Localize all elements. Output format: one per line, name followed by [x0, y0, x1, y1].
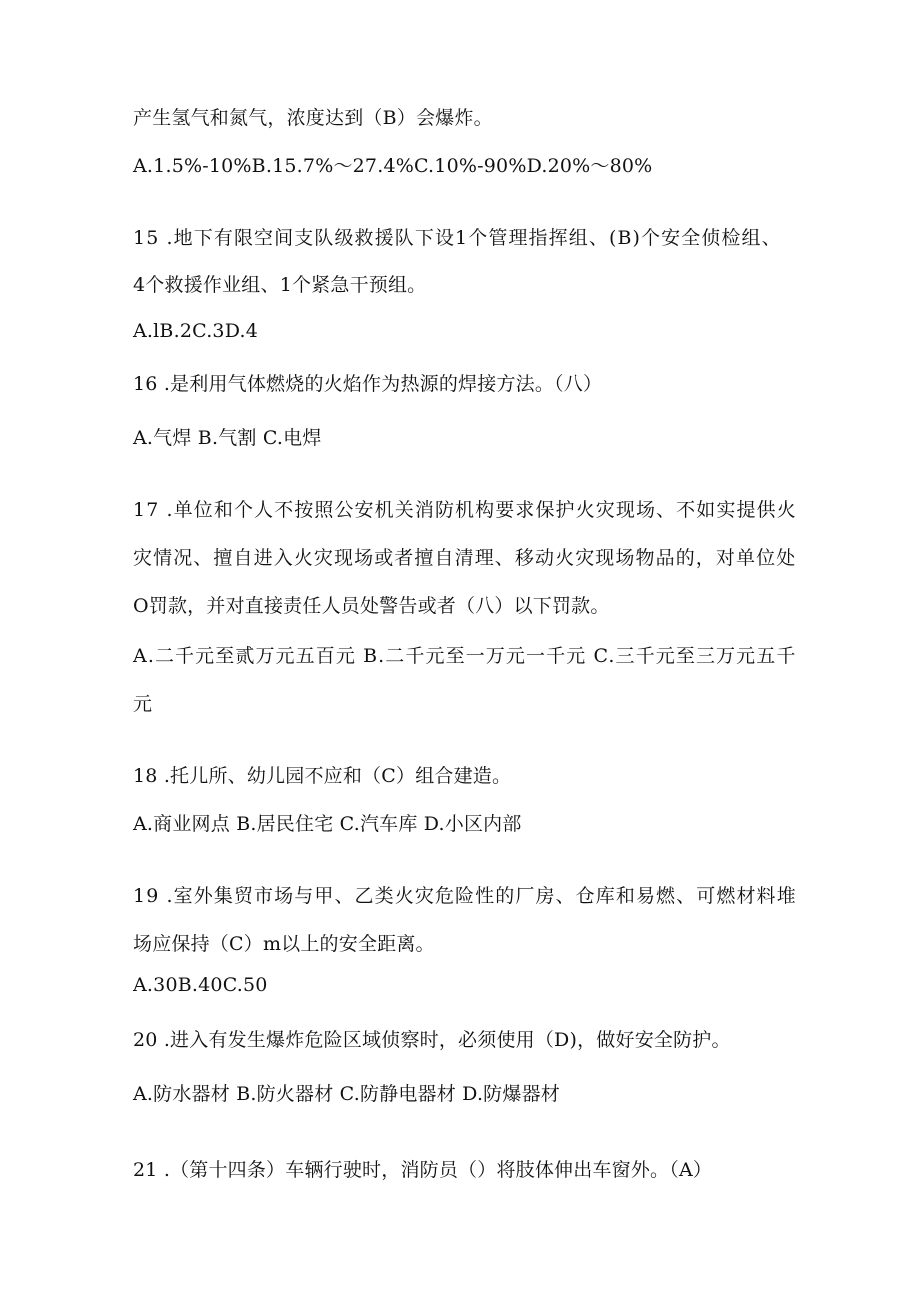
- text-line-q21: 21 .（第十四条）车辆行驶时，消防员（）将肢体伸出车窗外。（A）: [133, 1159, 713, 1181]
- text-line-q18-options: A.商业网点 B.居民住宅 C.汽车库 D.小区内部: [133, 813, 522, 835]
- text-line-q17-1: 17 .单位和个人不按照公安机关消防机构要求保护火灾现场、不如实提供火: [133, 499, 797, 521]
- text-line-q15-2: 4个救援作业组、1个紧急干预组。: [133, 274, 427, 296]
- text-line-q16: 16 .是利用气体燃烧的火焰作为热源的焊接方法。（八）: [133, 373, 603, 395]
- text-line-q17-options: A.二千元至贰万元五百元 B.二千元至一万元一千元 C.三千元至三万元五千: [133, 645, 797, 667]
- text-line-q17-3: O罚款，并对直接责任人员处警告或者（八）以下罚款。: [133, 595, 610, 617]
- text-line-q20: 20 .进入有发生爆炸危险区域侦察时，必须使用（D)，做好安全防护。: [133, 1029, 731, 1051]
- text-line-q14-cont: 产生氢气和氮气，浓度达到（B）会爆炸。: [133, 107, 493, 129]
- text-line-q17-2: 灾情况、擅自进入火灾现场或者擅自清理、移动火灾现场物品的，对单位处: [133, 547, 797, 569]
- text-line-q18: 18 .托儿所、幼儿园不应和（C）组合建造。: [133, 765, 512, 787]
- text-line-q14-options: A.1.5%-10%B.15.7%～27.4%C.10%-90%D.20%～80%: [133, 155, 653, 177]
- text-line-q17-options-cont: 元: [133, 693, 153, 715]
- text-line-q15-1: 15 .地下有限空间支队级救援队下设1个管理指挥组、(B)个安全侦检组、: [133, 227, 782, 249]
- text-line-q19-1: 19 .室外集贸市场与甲、乙类火灾危险性的厂房、仓库和易燃、可燃材料堆: [133, 885, 797, 907]
- text-line-q19-options: A.30B.40C.50: [133, 974, 268, 996]
- text-line-q15-options: A.lB.2C.3D.4: [133, 320, 259, 342]
- text-line-q19-2: 场应保持（C）m以上的安全距离。: [133, 933, 435, 955]
- text-line-q16-options: A.气焊 B.气割 C.电焊: [133, 427, 322, 449]
- text-line-q20-options: A.防水器材 B.防火器材 C.防静电器材 D.防爆器材: [133, 1083, 560, 1105]
